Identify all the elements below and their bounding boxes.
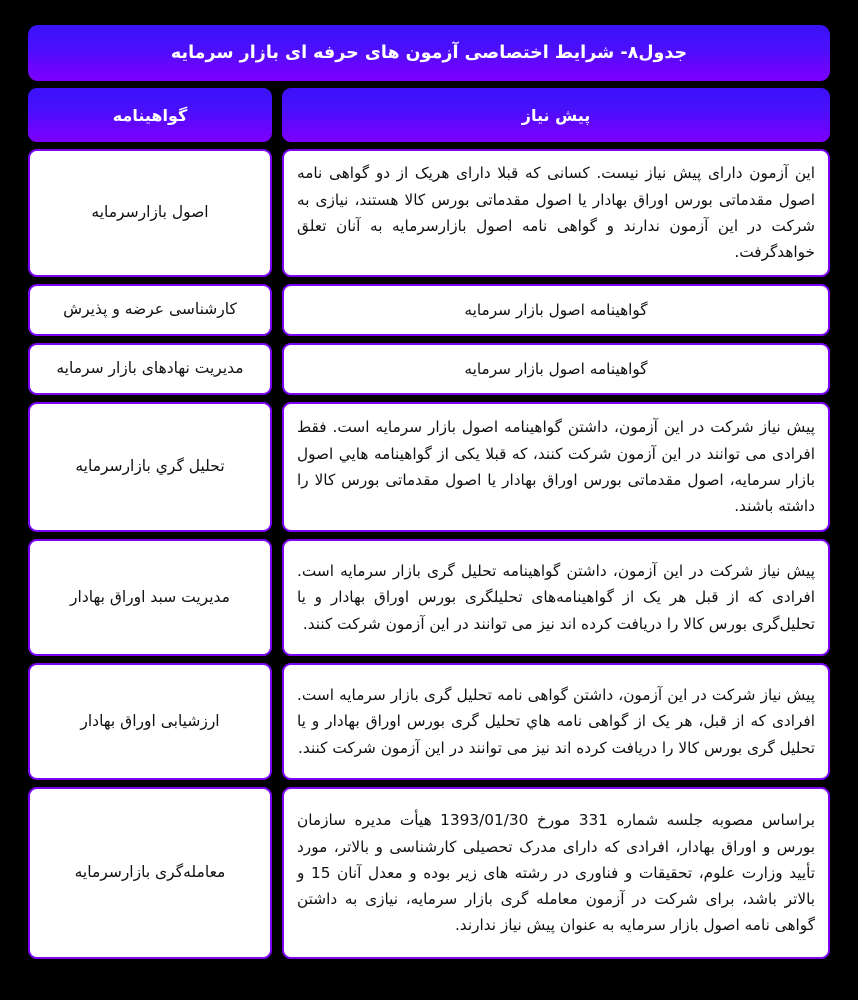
cell-prerequisite-text: گواهینامه اصول بازار سرمایه (464, 359, 648, 378)
table-row (28, 284, 830, 336)
cell-prerequisite (282, 787, 830, 959)
column-header-certificate-label: گواهینامه (112, 105, 188, 125)
cell-certificate-text: ارزشیابی اوراق بهادار (80, 711, 220, 730)
table-row (28, 402, 830, 532)
cell-prerequisite-text: این آزمون دارای پیش نیاز نیست. کسانی که قبلا دارای هریک از دو گواهی نامه اصول مقدماتی بورس اوراق بهادار یا اصول مقدماتی بورس کالا هستند، نیازی به شرکت در این آزمون ندارند و گواهی نامه اصول بازارسرمایه به آنان تعلق خواهدگرفت. (297, 164, 815, 262)
table-row (28, 787, 830, 959)
table-title-banner: جدول۸- شرایط اختصاصی آزمون های حرفه ای بازار سرمایه (28, 25, 830, 81)
column-header-prerequisite-label: پیش نیاز (521, 105, 591, 125)
cell-prerequisite (282, 149, 830, 277)
table-row (28, 343, 830, 395)
cell-prerequisite-text: براساس مصوبه جلسه شماره 331 مورخ 1393/01/30 هیأت مدیره سازمان بورس و اوراق بهادار، افرادی که دارای مدرک تحصیلی کارشناسی و بالاتر، مورد تأیید وزارت علوم، تحقیقات و فناوری در رشته های زیر بوده و معدل آنان 15 و بالاتر باشد، برای شرکت در آزمون معامله گری بازار سرمایه، نیازی به داشتن گواهی نامه اصول بازار سرمایه به عنوان پیش نیاز ندارند. (297, 811, 816, 935)
table-header-row (28, 88, 830, 142)
table-row (28, 539, 830, 656)
cell-certificate (28, 787, 272, 959)
cell-certificate-text: کارشناسی عرضه و پذیرش (63, 300, 237, 319)
cell-prerequisite (282, 539, 830, 656)
cell-prerequisite (282, 343, 830, 395)
cell-certificate (28, 402, 272, 532)
cell-certificate (28, 539, 272, 656)
cell-certificate-text: مدیریت سبد اوراق بهادار (70, 587, 230, 606)
cell-certificate (28, 149, 272, 277)
column-header-certificate (28, 88, 272, 142)
cell-prerequisite-text: پیش نیاز شرکت در این آزمون، داشتن گواهینامه اصول بازار سرمایه است. فقط افرادی می توانند در این آزمون شرکت کنند، که قبلا یکی از گواهینامه هایي اصول بازار سرمایه، اصول مقدماتی بورس اوراق بهادار یا اصول مقدماتی بورس کالا را داشته باشند. (297, 418, 815, 516)
table-row (28, 663, 830, 780)
cell-prerequisite (282, 663, 830, 780)
column-header-prerequisite (282, 88, 830, 142)
cell-certificate-text: تحلیل گري بازارسرمایه (75, 457, 225, 476)
cell-prerequisite-text: پیش نیاز شرکت در این آزمون، داشتن گواهینامه تحلیل گری بازار سرمایه است. افرادی که از قبل هر یک از گواهینامه‌های تحلیلگری بورس اوراق بهادار و یا تحلیل‌گری بورس کالا را دریافت کرده اند نیز می توانند در این آزمون شرکت کنند. (297, 562, 815, 633)
cell-certificate (28, 663, 272, 780)
cell-certificate (28, 343, 272, 395)
cell-prerequisite (282, 402, 830, 532)
cell-prerequisite-text: پیش نیاز شرکت در این آزمون، داشتن گواهی نامه تحلیل گری بازار سرمایه است. افرادی که از قبل، هر یک از گواهی نامه هاي تحلیل گری بورس اوراق بهادار و یا تحلیل گری بورس کالا را دریافت کرده اند نیز می توانند در این آزمون شرکت کنند. (297, 686, 815, 757)
cell-certificate-text: مدیریت نهادهای بازار سرمایه (56, 359, 244, 378)
cell-prerequisite (282, 284, 830, 336)
cell-certificate (28, 284, 272, 336)
cell-certificate-text: معامله‌گری بازارسرمایه (74, 863, 226, 882)
cell-certificate-text: اصول بازارسرمایه (91, 203, 209, 222)
table-row (28, 149, 830, 277)
cell-prerequisite-text: گواهینامه اصول بازار سرمایه (464, 300, 648, 319)
